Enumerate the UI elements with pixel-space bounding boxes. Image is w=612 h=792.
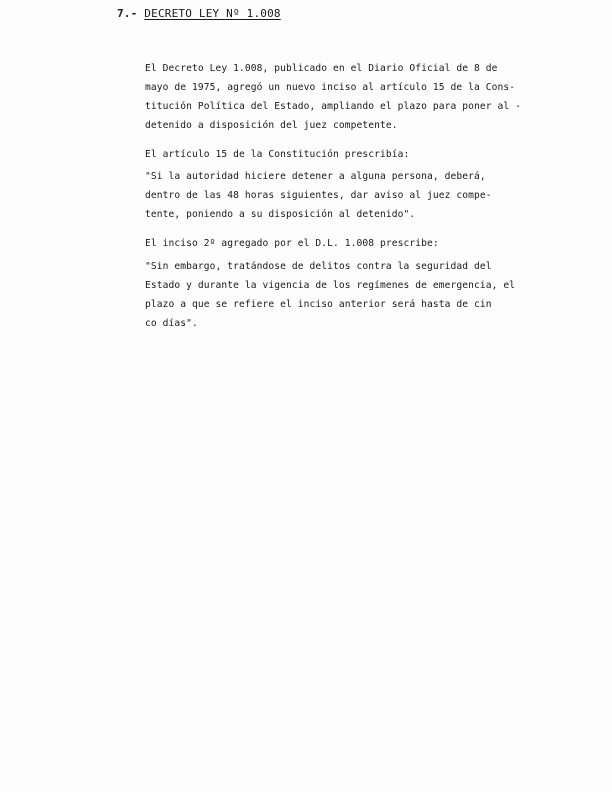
text-line: co días". — [145, 318, 198, 329]
paragraph-inciso — [145, 234, 540, 253]
text-line: plazo a que se refiere el inciso anterior será hasta de cin — [145, 299, 492, 310]
text-line: El inciso 2º agregado por el D.L. 1.008 prescribe: — [145, 238, 439, 249]
section-number: 7.- — [117, 7, 138, 20]
quote-inciso — [145, 257, 540, 333]
text-line: mayo de 1975, agregó un nuevo inciso al artículo 15 de la Cons- — [145, 82, 516, 93]
text-line: El artículo 15 de la Constitución prescribía: — [145, 149, 410, 160]
text-line: "Sin embargo, tratándose de delitos contra la seguridad del — [145, 261, 492, 272]
section-heading — [117, 7, 281, 20]
paragraph-article-15 — [145, 145, 540, 164]
text-line: "Si la autoridad hiciere detener a alguna persona, deberá, — [145, 171, 486, 182]
section-title: DECRETO LEY Nº 1.008 — [144, 7, 281, 20]
paragraph-intro — [145, 59, 540, 135]
text-line: dentro de las 48 horas siguientes, dar aviso al juez compe- — [145, 190, 492, 201]
text-line: El Decreto Ley 1.008, publicado en el Diario Oficial de 8 de — [145, 63, 498, 74]
text-line: Estado y durante la vigencia de los regímenes de emergencia, el — [145, 280, 516, 291]
quote-article-15 — [145, 167, 540, 224]
text-line: detenido a disposición del juez competente. — [145, 120, 398, 131]
text-line: tente, poniendo a su disposición al detenido". — [145, 209, 416, 220]
text-line: titución Política del Estado, ampliando el plazo para poner al - — [145, 101, 522, 112]
